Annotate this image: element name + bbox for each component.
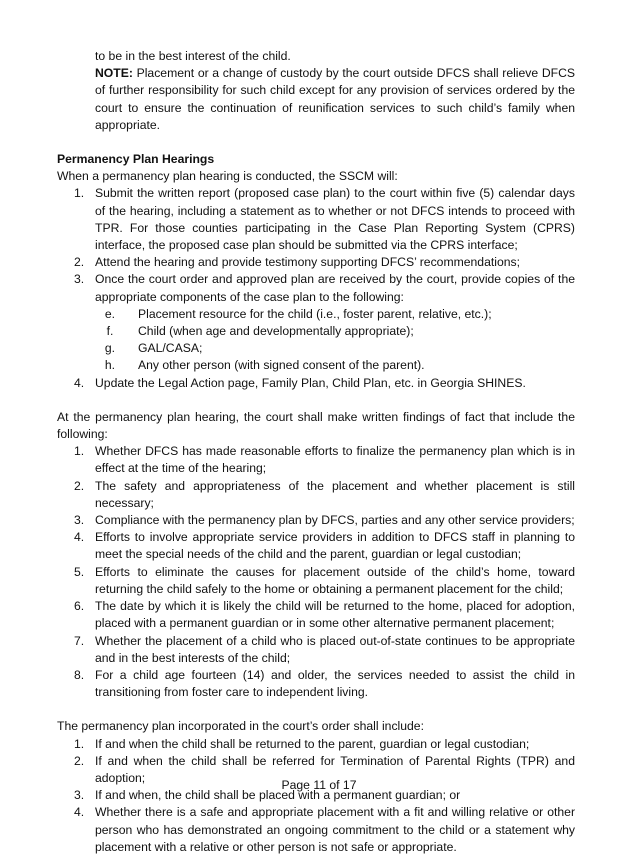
- sub-list-item: [57, 323, 575, 340]
- list-item: [57, 254, 575, 271]
- sscm-duties-list-cont: [57, 375, 575, 392]
- item-number: 4.: [74, 530, 85, 545]
- section-lead: When a permanency plan hearing is conducted, the SSCM will:: [57, 169, 398, 184]
- section-heading: Permanency Plan Hearings: [57, 152, 215, 167]
- item-text: If and when the child shall be referred for Termination of Parental Rights (TPR) and adoption;: [95, 753, 575, 785]
- item-text: The safety and appropriateness of the placement and whether placement is still necessary;: [95, 478, 575, 510]
- findings-lead: At the permanency plan hearing, the court shall make written findings of fact that include the following:: [57, 409, 575, 442]
- item-number: 3.: [74, 788, 85, 803]
- item-number: 8.: [74, 667, 85, 682]
- plan-lead: The permanency plan incorporated in the court’s order shall include:: [57, 719, 424, 734]
- note-label: NOTE:: [95, 66, 133, 81]
- list-item: [57, 564, 575, 598]
- list-item: [57, 667, 575, 701]
- page-number-footer: Page 11 of 17: [281, 778, 357, 792]
- item-text: Submit the written report (proposed case plan) to the court within five (5) calendar days of the hearing, including a statement as to whether or not DFCS intends to proceed with TPR. For those counties participating in the Case Plan Reporting System (CPRS) interface, the proposed case plan should be submitted via the CPRS interface;: [95, 186, 575, 253]
- list-item: [57, 185, 575, 254]
- page-content: [57, 48, 575, 856]
- note-paragraph: [57, 65, 575, 134]
- list-item: [57, 804, 575, 856]
- item-number: 1.: [74, 444, 85, 459]
- item-text: Placement resource for the child (i.e., foster parent, relative, etc.);: [138, 306, 492, 321]
- item-text: Once the court order and approved plan are received by the court, provide copies of the appropriate components of the case plan to the following:: [95, 272, 575, 304]
- item-number: 2.: [74, 478, 85, 493]
- item-text: Whether there is a safe and appropriate placement with a fit and willing relative or other person who has demonstrated an ongoing commitment to the child or a statement why placement with a relative or other person is not safe or appropriate.: [95, 805, 575, 854]
- item-text: Whether the placement of a child who is placed out-of-state continues to be appropriate and in the best interests of the child;: [95, 633, 575, 665]
- sub-list-item: [57, 306, 575, 323]
- list-item: [57, 271, 575, 305]
- sub-list-item: [57, 340, 575, 357]
- item-letter: g.: [104, 341, 116, 356]
- spacer: [57, 392, 575, 409]
- item-text: For a child age fourteen (14) and older, the services needed to assist the child in transitioning from foster care to independent living.: [95, 667, 575, 700]
- item-text: Whether DFCS has made reasonable efforts to finalize the permanency plan which is in effect at the time of the hearing;: [95, 444, 575, 476]
- item-number: 3.: [74, 272, 85, 287]
- list-item: [57, 443, 575, 477]
- item-number: 5.: [74, 564, 85, 579]
- item-number: 2.: [74, 255, 85, 270]
- list-item: [57, 512, 575, 529]
- sscm-duties-list: [57, 185, 575, 305]
- item-text: The date by which it is likely the child will be returned to the home, placed for adoption, placed with a permanent guardian or in some other alternative permanent placement;: [95, 599, 575, 631]
- sub-list-item: [57, 357, 575, 374]
- item-text: Any other person (with signed consent of the parent).: [138, 358, 425, 373]
- item-number: 3.: [74, 513, 85, 528]
- item-text: If and when the child shall be returned to the parent, guardian or legal custodian;: [95, 736, 530, 751]
- item-text: Update the Legal Action page, Family Plan, Child Plan, etc. in Georgia SHINES.: [95, 375, 526, 390]
- item-text: Child (when age and developmentally appropriate);: [138, 324, 414, 339]
- copy-recipients-list: [57, 306, 575, 375]
- list-item: [57, 375, 575, 392]
- intro-continuation: to be in the best interest of the child.: [95, 49, 291, 63]
- item-text: Compliance with the permanency plan by DFCS, parties and any other service providers;: [95, 513, 575, 528]
- item-number: 2.: [74, 753, 85, 768]
- item-text: Efforts to eliminate the causes for placement outside of the child’s home, toward returning the child safely to the home or obtaining a permanent placement for the child;: [95, 564, 575, 596]
- item-letter: e.: [104, 306, 116, 321]
- item-letter: h.: [104, 358, 116, 373]
- spacer: [57, 134, 575, 151]
- item-text: GAL/CASA;: [138, 341, 203, 356]
- list-item: [57, 598, 575, 632]
- item-text: Efforts to involve appropriate service providers in addition to DFCS staff in planning to meet the special needs of the child and the parent, guardian or legal custodian;: [95, 530, 575, 562]
- item-number: 6.: [74, 599, 85, 614]
- item-letter: f.: [106, 324, 114, 339]
- list-item: [57, 736, 575, 753]
- item-number: 4.: [74, 805, 85, 820]
- spacer: [57, 701, 575, 718]
- item-number: 4.: [74, 375, 85, 390]
- item-number: 1.: [74, 736, 85, 751]
- note-text: Placement or a change of custody by the court outside DFCS shall relieve DFCS of further responsibility for such child except for any provision of services ordered by the court to ensure the continuation of reunification services to such child’s family when appropriate.: [95, 66, 575, 132]
- item-text: Attend the hearing and provide testimony supporting DFCS’ recommendations;: [95, 255, 520, 270]
- list-item: [57, 633, 575, 667]
- item-text: If and when, the child shall be placed with a permanent guardian; or: [95, 788, 461, 803]
- plan-contents-list: [57, 736, 575, 856]
- item-number: 1.: [74, 186, 85, 201]
- list-item: [57, 478, 575, 512]
- item-number: 7.: [74, 633, 85, 648]
- list-item: [57, 529, 575, 563]
- findings-list: [57, 443, 575, 701]
